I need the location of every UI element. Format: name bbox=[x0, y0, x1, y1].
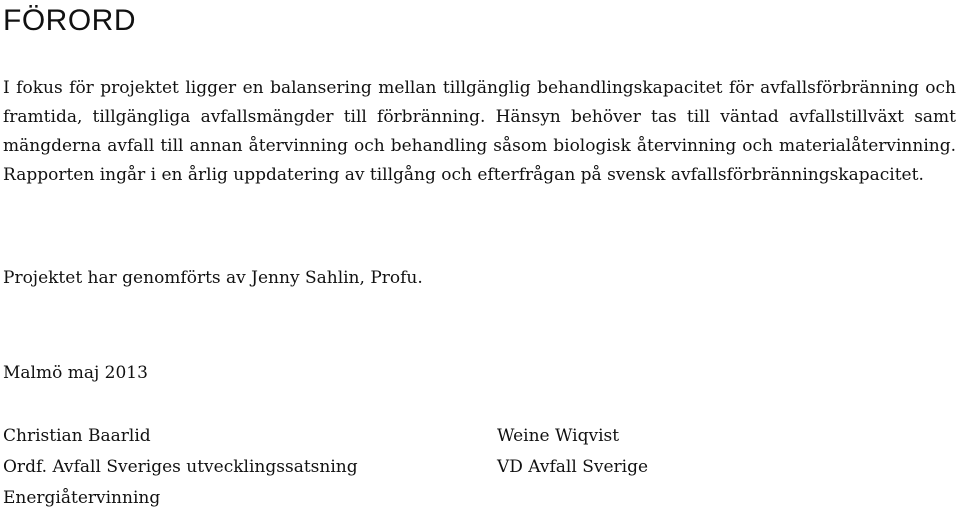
signatory-title: VD Avfall Sverige bbox=[497, 457, 649, 477]
place-date: Malmö maj 2013 bbox=[3, 363, 148, 383]
signatory-name: Christian Baarlid bbox=[3, 426, 151, 446]
signature-block-right bbox=[497, 421, 648, 483]
signatory-title: Ordf. Avfall Sveriges utvecklingssatsning bbox=[3, 457, 358, 477]
intro-paragraph: I fokus för projektet ligger en balansering mellan tillgänglig behandlingskapacitet för avfallsförbränning och framtida, tillgängliga avfallsmängder till förbränning. Hänsyn behöver tas till väntad avfallstillväxt samt mängderna avfall till annan återvinning och behandling såsom biologisk återvinning och materialåtervinning. Rapporten ingår i en årlig uppdatering av tillgång och efterfrågan på svensk avfallsförbränningskapacitet. bbox=[3, 78, 956, 185]
page-title: FÖRORD bbox=[3, 4, 136, 37]
author-paragraph: Projektet har genomförts av Jenny Sahlin, Profu. bbox=[3, 268, 423, 288]
signature-block-left bbox=[3, 421, 358, 514]
signatory-name: Weine Wiqvist bbox=[497, 426, 620, 446]
signatory-title: Energiåtervinning bbox=[3, 488, 161, 508]
